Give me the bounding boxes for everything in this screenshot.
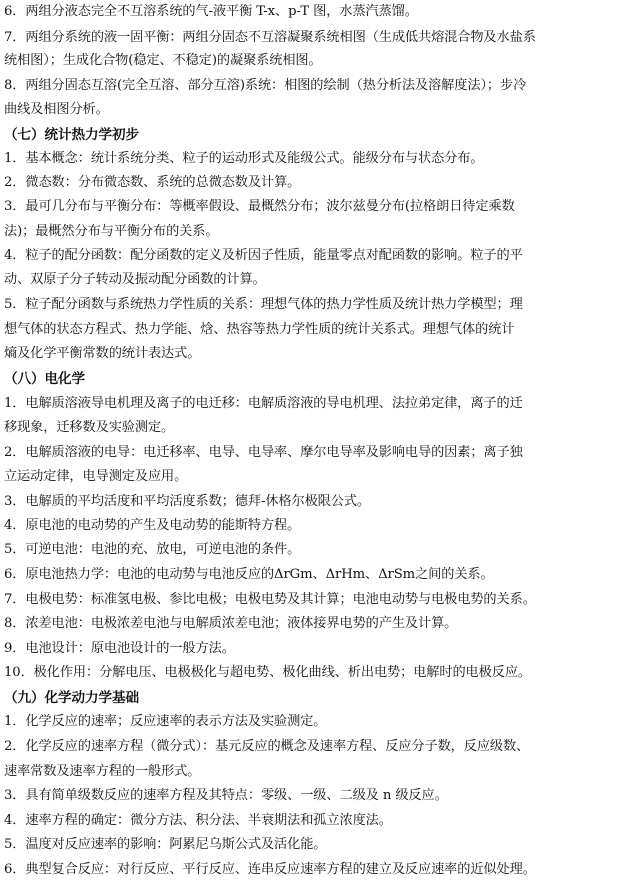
text-line: 3．电解质的平均活度和平均活度系数；德拜-休格尔极限公式。 <box>4 494 371 509</box>
text-line: 2．化学反应的速率方程（微分式）：基元反应的概念及速率方程、反应分子数，反应级数、 <box>4 739 530 754</box>
text-line: 2．电解质溶液的电导：电迁移率、电导、电导率、摩尔电导率及影响电导的因素；离子独 <box>4 445 523 460</box>
text-line: 6．两组分液态完全不互溶系统的气-液平衡 T-x、p-T 图，水蒸汽蒸馏。 <box>4 4 418 19</box>
text-line: 10．极化作用：分解电压、电极极化与超电势、极化曲线、析出电势；电解时的电极反应。 <box>4 665 531 680</box>
text-line: 6．原电池热力学：电池的电动势与电池反应的ΔrGm、ΔrHm、ΔrSm之间的关系。 <box>4 567 494 582</box>
text-line: 立运动定律，电导测定及应用。 <box>4 469 188 484</box>
text-line: 1．化学反应的速率；反应速率的表示方法及实验测定。 <box>4 714 327 729</box>
text-line: 动、双原子分子转动及振动配分函数的计算。 <box>4 272 266 287</box>
text-line: 速率常数及速率方程的一般形式。 <box>4 764 201 779</box>
text-line: 移现象，迁移数及实验测定。 <box>4 420 175 435</box>
text-line: 6．典型复合反应：对行反应、平行反应、连串反应速率方程的建立及反应速率的近似处理。 <box>4 862 536 877</box>
section-heading: （九）化学动力学基础 <box>4 690 139 706</box>
text-line: 9．电池设计：原电池设计的一般方法。 <box>4 641 235 656</box>
text-line: 2．微态数：分布微态数、系统的总微态数及计算。 <box>4 175 301 190</box>
text-line: 3．最可几分布与平衡分布：等概率假设、最概然分布；波尔兹曼分布(拉格朗日待定乘数 <box>4 199 515 214</box>
text-line: 5．可逆电池：电池的充、放电，可逆电池的条件。 <box>4 542 301 557</box>
text-line: 7．两组分系统的液一固平衡：两组分固态不互溶凝聚系统相图（生成低共熔混合物及水盐系 <box>4 30 536 45</box>
text-line: 熵及化学平衡常数的统计表达式。 <box>4 346 201 361</box>
text-line: 4．原电池的电动势的产生及电动势的能斯特方程。 <box>4 518 301 533</box>
text-line: 3．具有简单级数反应的速率方程及其特点：零级、一级、二级及 n 级反应。 <box>4 788 448 803</box>
text-line: 曲线及相图分析。 <box>4 102 109 117</box>
text-line: 5．粒子配分函数与系统热力学性质的关系：理想气体的热力学性质及统计热力学模型；理 <box>4 297 523 312</box>
text-line: 4．速率方程的确定：微分方法、积分法、半衰期法和孤立浓度法。 <box>4 813 392 828</box>
text-line: 5．温度对反应速率的影响：阿累尼乌斯公式及活化能。 <box>4 837 327 852</box>
text-line: 4．粒子的配分函数：配分函数的定义及析因子性质，能量零点对配函数的影响。粒子的平 <box>4 248 523 263</box>
text-line: 7．电极电势：标准氢电极、参比电极；电极电势及其计算；电池电动势与电极电势的关系。 <box>4 592 536 607</box>
text-line: 1．电解质溶液导电机理及离子的电迁移：电解质溶液的导电机理、法拉弟定律，离子的迁 <box>4 396 523 411</box>
section-heading: （七）统计热力学初步 <box>4 127 139 143</box>
section-heading: （八）电化学 <box>4 371 85 387</box>
text-line: 1．基本概念：统计系统分类、粒子的运动形式及能级公式。能级分布与状态分布。 <box>4 151 484 166</box>
text-line: 想气体的状态方程式、热力学能、焓、热容等热力学性质的统计关系式。理想气体的统计 <box>4 322 515 337</box>
text-line: 法)；最概然分布与平衡分布的关系。 <box>4 224 219 239</box>
text-line: 统相图）；生成化合物(稳定、不稳定)的凝聚系统相图。 <box>4 53 322 68</box>
text-line: 8．浓差电池：电极浓差电池与电解质浓差电池；液体接界电势的产生及计算。 <box>4 616 458 631</box>
text-line: 8．两组分固态互溶(完全互溶、部分互溶)系统：相图的绘制（热分析法及溶解度法）；步冷 <box>4 78 527 93</box>
